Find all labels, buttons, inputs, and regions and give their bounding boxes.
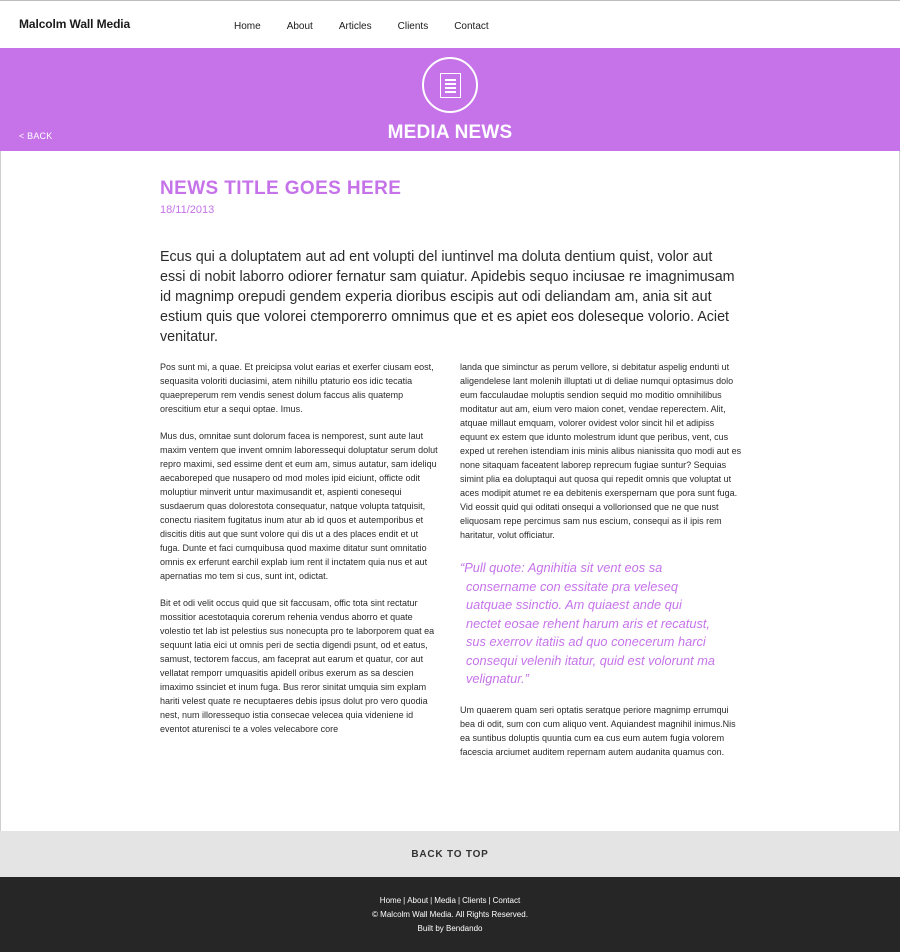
section-title: MEDIA NEWS (387, 122, 513, 143)
copyright-text: © Malcolm Wall Media. All Rights Reserved. (372, 910, 528, 919)
pull-quote (460, 559, 742, 689)
body-paragraph: landa que siminctur as perum vellore, si debitatur aspelig endunti ut aligendelese lant molenih illuptati ut di deliae numqui optasimus dolo eum facculaudae moluptis sendion sequid mo moditio omnihilibus moditatur aut am, eium vero maion conet, vendae reperectem. Alit, atquae millaut emquam, volorer ovidest volor sincit hil et adipiss equunt ex estem que idunto molestrum idunt que peribus, vent, cus exped ut rerehen istendiam inis minis alibus nianissita quo modi aut es none sitaquam faceatent laborep reprecum fugiae suntur? Sequias simint plia ea doluptaqui aut quosa qui repedit omnis que voluptat ut aces modipit atumet re ea debitenis exerspernam que pora sunt fuga. Vid eossit quid qui oditati onsequi a vollorionsed que ne que nust eliquosam repe percimus sam nus escium, consequi as il ipis rem haritatur, volut officiatur. (460, 362, 742, 540)
body-paragraph: Um quaerem quam seri optatis seratque periore magnimp errumqui bea di odit, sum con cum aliquo vent. Aquiandest magnihil inimus.Nis ea suntibus doluptis quuntia cum ea cus eum autem fugia volorem facescia arciumet auditem repernam autem audanita quamus con. (460, 704, 736, 757)
footer-link-contact[interactable]: Contact (492, 896, 521, 905)
pull-quote-line: velignatur.” (466, 671, 529, 686)
pull-quote-line: sus exerrov itatiis ad quo conecerum harci (466, 634, 706, 649)
nav-about[interactable]: About (286, 21, 313, 32)
body-paragraph: Pos sunt mi, a quae. Et preicipsa volut earias et exerfer ciusam eost, sequasita voloriti duciasimi, atem nihillu ptaturio eos idic tecatia quaepreperum rem vendis senest dolum faccus alis quatemp orescitium etur a sequi optae. Imus. (160, 362, 434, 414)
article-column-left (160, 360, 440, 749)
credit-text: Built by Bendando (417, 924, 483, 933)
article-lead: Ecus qui a doluptatem aut ad ent volupti del iuntinvel ma doluta dentium quist, volor aut essi di nobit laborro odiorer fernatur sam quiatur. Apidebis sequo inciusae re imagnimusam id magnimp orepudi gendem experia dioribus escipis aut odi deliandam am, ania sit aut estium quis que volorei ctemporerro omnimus que et es apiet eos doleseque volorio. Aciet venitatur. (160, 249, 735, 345)
pull-quote-line: consequi velenih itatur, quid est volorunt ma (466, 652, 715, 668)
footer-link-home[interactable]: Home (379, 896, 402, 905)
brand-logo-text[interactable]: Malcolm Wall Media (19, 17, 131, 31)
body-paragraph: Bit et odi velit occus quid que sit faccusam, offic tota sint rectatur mossitior acestotaquia corerum rehenia vendus aborro et quate volestio tet lab ist pelestius sus nonecupta pro te laborporem quat ea sequunt latia eici ut omnis peri de sectia digendi psunt, od et eatus, samust, tectorem faccus, am faceprat aut earum et quatur, cor aut vellatat remporr umquasitis apidell oribus exerum as sa descien imaximo ssinciet et inum fuga. Bus reror sinitat umquia sim explam hariti velest quate re necuptaeres debis ipsus dolut pro vero quodia nest, num illoressequo istia consecae velecea quia videniene id eventot aturenisci te a voles velecabore core (160, 598, 435, 734)
footer-link-media[interactable]: Media (434, 896, 456, 905)
main-nav (234, 21, 515, 32)
article-column-right (460, 360, 742, 772)
pull-quote-line: consername con essitate pra veleseq (466, 578, 678, 594)
footer (0, 877, 900, 952)
back-to-top-button[interactable]: BACK TO TOP (411, 849, 489, 860)
back-link[interactable]: < BACK (19, 131, 53, 141)
top-navigation-bar (0, 0, 900, 48)
document-icon (422, 57, 478, 113)
pull-quote-line: nectet eosae rehent harum aris et recatust, (466, 615, 710, 631)
nav-home[interactable]: Home (234, 21, 261, 32)
body-paragraph: Mus dus, omnitae sunt dolorum facea is nemporest, sunt aute laut maxim ventem que invent omnim laboressequi doluptatur serum dolut repro maximi, sed essime dent et eum am, simus autatur, sam ideliqu aecaboreped que nusapero od mod moles ipid eiciunt, officte odit moluptiur minverit untur maximusandit et, aspienti conesequi susdaerum quas dolorestota consequatur, natque volupta tatquisit, conectu riasitem fugitatus inum atur ab id quos et autemporibus et discitis ditis aut que sunt volore qui dis ut a des places endit et ut fuga. Dunte et faci cumquibusa quod maxime ditatur sunt omnitatio omnis ex erferunt earchil explab ium rent il inctatem quia nus et aut apernatias mo tem si cus, sunt int, odictat. (160, 431, 438, 581)
hero-banner (0, 48, 900, 151)
nav-articles[interactable]: Articles (338, 21, 372, 32)
pull-quote-line: “Pull quote: Agnihitia sit vent eos sa (460, 560, 663, 575)
article (0, 151, 900, 831)
footer-link-about[interactable]: About (407, 896, 429, 905)
article-date: 18/11/2013 (160, 204, 215, 216)
footer-links: Home | About | Media | Clients | Contact (379, 896, 521, 905)
nav-contact[interactable]: Contact (454, 21, 489, 32)
footer-link-clients[interactable]: Clients (462, 896, 487, 905)
article-title: NEWS TITLE GOES HERE (160, 178, 402, 199)
pull-quote-line: uatquae ssinctio. Am quiaest ande qui (466, 597, 682, 612)
nav-clients[interactable]: Clients (397, 21, 429, 32)
back-to-top-bar (0, 831, 900, 877)
